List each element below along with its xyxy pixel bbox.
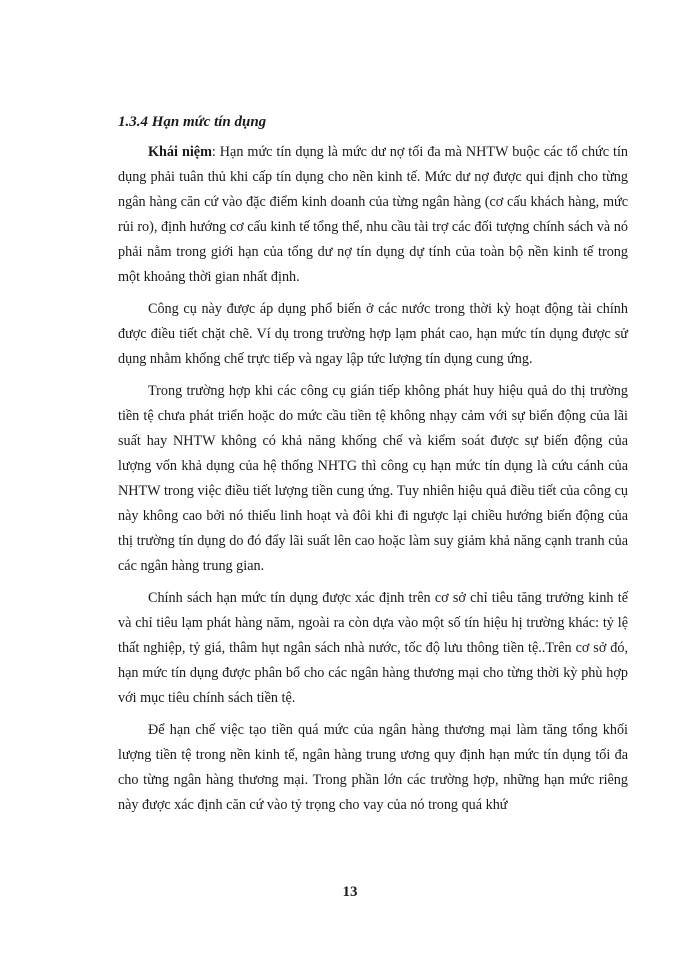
section-heading: 1.3.4 Hạn mức tín dụng bbox=[118, 114, 267, 130]
definition-text: : Hạn mức tín dụng là mức dư nợ tối đa mà NHTW buộc các tổ chức tín dụng phải tuân thủ khi cấp tín dụng cho nền kinh tế. Mức dư nợ được qui định cho từng ngân hàng căn cứ vào đặc điểm kinh doanh của từng ngân hàng (cơ cấu khách hàng, mức rủi ro), định hướng cơ cấu kinh tế tổng thể, nhu cầu tài trợ các đối tượng chính sách và nó phải nằm trong giới hạn của tổng dư nợ tín dụng dự tính của toàn bộ nền kinh tế trong một khoảng thời gian nhất định. bbox=[118, 144, 628, 285]
paragraph: Chính sách hạn mức tín dụng được xác định trên cơ sở chỉ tiêu tăng trưởng kinh tế và chỉ tiêu lạm phát hàng năm, ngoài ra còn dựa vào một số tín hiệu hị trường khác: tỷ lệ thất nghiệp, tỷ giá, thâm hụt ngân sách nhà nước, tốc độ lưu thông tiền tệ..Trên cơ sở đó, hạn mức tín dụng được phân bổ cho các ngân hàng thương mại cho từng thời kỳ phù hợp với mục tiêu chính sách tiền tệ. bbox=[118, 590, 628, 706]
paragraph-definition bbox=[118, 140, 628, 290]
paragraph: Trong trường hợp khi các công cụ gián tiếp không phát huy hiệu quả do thị trường tiền tệ chưa phát triển hoặc do mức cầu tiền tệ không nhạy cảm với sự biến động của lãi suất hay NHTW không có khả năng khống chế và kiểm soát được sự biến động của lượng vốn khả dụng của hệ thống NHTG thì công cụ hạn mức tín dụng là cứu cánh của NHTW trong việc điều tiết lượng tiền cung ứng. Tuy nhiên hiệu quả điều tiết của công cụ này không cao bởi nó thiếu linh hoạt và đôi khi đi ngược lại chiều hướng biến động của thị trường tín dụng do đó đẩy lãi suất lên cao hoặc làm suy giảm khả năng cạnh tranh của các ngân hàng trung gian. bbox=[118, 383, 628, 574]
definition-term: Khái niệm bbox=[148, 144, 212, 160]
page-number: 13 bbox=[342, 884, 358, 900]
paragraph: Công cụ này được áp dụng phổ biến ở các nước trong thời kỳ hoạt động tài chính được điều tiết chặt chẽ. Ví dụ trong trường hợp lạm phát cao, hạn mức tín dụng được sử dụng nhằm khống chế trực tiếp và ngay lập tức lượng tín dụng cung ứng. bbox=[118, 301, 628, 367]
paragraph: Để hạn chế việc tạo tiền quá mức của ngân hàng thương mại làm tăng tổng khối lượng tiền tệ trong nền kinh tế, ngân hàng trung ương quy định hạn mức tín dụng tối đa cho từng ngân hàng thương mại. Trong phần lớn các trường hợp, những hạn mức riêng này được xác định căn cứ vào tỷ trọng cho vay của nó trong quá khứ bbox=[118, 722, 628, 813]
body-text bbox=[118, 140, 628, 818]
